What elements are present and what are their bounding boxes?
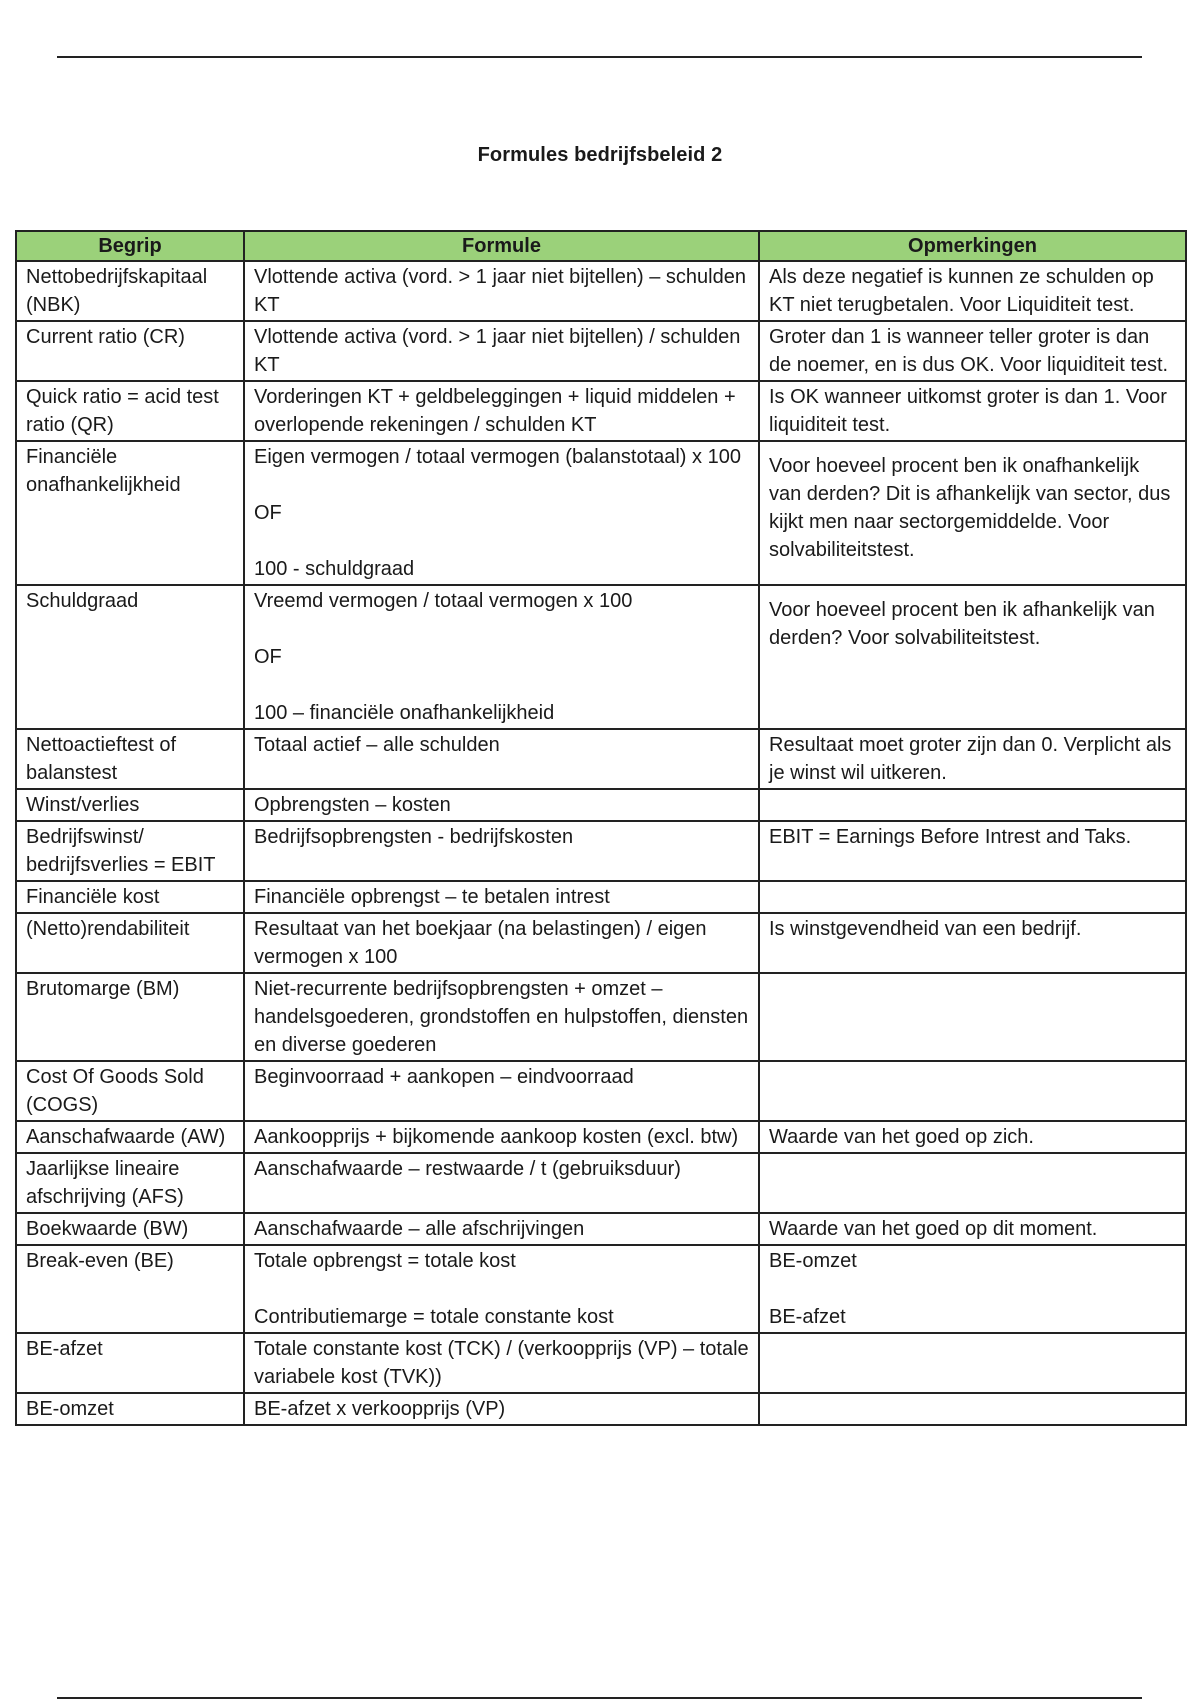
- cell-text: Current ratio (CR): [26, 326, 185, 348]
- document-title: Formules bedrijfsbeleid 2: [477, 144, 723, 166]
- cell-text: Aankoopprijs + bijkomende aankoop kosten (excl. btw): [254, 1126, 739, 1148]
- table-cell-opmerkingen: [759, 1213, 1186, 1245]
- table-cell-begrip: [16, 1333, 244, 1393]
- table-header-row: [16, 231, 1186, 261]
- cell-text: BE-afzet: [26, 1338, 103, 1360]
- cell-text: BE-omzet: [26, 1398, 114, 1420]
- table-cell-formule: [244, 789, 759, 821]
- cell-text: Aanschafwaarde – alle afschrijvingen: [254, 1218, 585, 1240]
- cell-text: Resultaat moet groter zijn dan 0. Verplicht als je winst wil uitkeren.: [769, 734, 1172, 784]
- cell-text: Financiële kost: [26, 886, 160, 908]
- table-cell-begrip: [16, 973, 244, 1061]
- cell-text: Nettobedrijfskapitaal (NBK): [26, 266, 208, 316]
- table-cell-formule: [244, 1121, 759, 1153]
- cell-text: Break-even (BE): [26, 1250, 174, 1272]
- column-header-formule: Formule: [244, 231, 759, 261]
- cell-text: Resultaat van het boekjaar (na belastingen) / eigen vermogen x 100: [254, 918, 707, 968]
- table-cell-begrip: [16, 381, 244, 441]
- table-cell-begrip: [16, 1061, 244, 1121]
- table-cell-begrip: [16, 789, 244, 821]
- table-cell-formule: [244, 973, 759, 1061]
- cell-text: Waarde van het goed op zich.: [769, 1126, 1034, 1148]
- cell-text: Totale opbrengst = totale kost Contributiemarge = totale constante kost: [254, 1250, 614, 1328]
- table-cell-formule: [244, 585, 759, 729]
- cell-text: Vorderingen KT + geldbeleggingen + liquid middelen + overlopende rekeningen / schulden KT: [254, 386, 736, 436]
- cell-text: EBIT = Earnings Before Intrest and Taks.: [769, 826, 1132, 848]
- table-cell-opmerkingen: [759, 261, 1186, 321]
- cell-text: Vreemd vermogen / totaal vermogen x 100 OF 100 – financiële onafhankelijkheid: [254, 590, 633, 724]
- table-cell-opmerkingen: [759, 585, 1186, 729]
- table-cell-opmerkingen: [759, 881, 1186, 913]
- cell-text: Totale constante kost (TCK) / (verkoopprijs (VP) – totale variabele kost (TVK)): [254, 1338, 749, 1388]
- table-row: [16, 1153, 1186, 1213]
- cell-text: BE-afzet x verkoopprijs (VP): [254, 1398, 506, 1420]
- cell-text: Cost Of Goods Sold (COGS): [26, 1066, 204, 1116]
- table-cell-opmerkingen: [759, 441, 1186, 585]
- table-row: [16, 913, 1186, 973]
- cell-text: (Netto)rendabiliteit: [26, 918, 190, 940]
- cell-text: Aanschafwaarde (AW): [26, 1126, 226, 1148]
- table-cell-begrip: [16, 821, 244, 881]
- table-cell-formule: [244, 1213, 759, 1245]
- table-cell-begrip: [16, 1213, 244, 1245]
- table-row: [16, 585, 1186, 729]
- table-cell-formule: [244, 881, 759, 913]
- cell-text: Vlottende activa (vord. > 1 jaar niet bijtellen) / schulden KT: [254, 326, 741, 376]
- cell-text: Jaarlijkse lineaire afschrijving (AFS): [26, 1158, 184, 1208]
- table-cell-formule: [244, 261, 759, 321]
- table-row: [16, 729, 1186, 789]
- table-cell-opmerkingen: [759, 973, 1186, 1061]
- cell-text: Beginvoorraad + aankopen – eindvoorraad: [254, 1066, 634, 1088]
- cell-text: Niet-recurrente bedrijfsopbrengsten + omzet – handelsgoederen, grondstoffen en hulpstoffen, diensten en diverse goederen: [254, 978, 749, 1056]
- cell-text: BE-omzet BE-afzet: [769, 1250, 857, 1328]
- table-row: [16, 881, 1186, 913]
- cell-text: Eigen vermogen / totaal vermogen (balanstotaal) x 100 OF 100 - schuldgraad: [254, 446, 741, 580]
- cell-text: Voor hoeveel procent ben ik afhankelijk van derden? Voor solvabiliteitstest.: [769, 599, 1155, 649]
- table-row: [16, 1333, 1186, 1393]
- cell-text: Boekwaarde (BW): [26, 1218, 189, 1240]
- table-cell-begrip: [16, 729, 244, 789]
- cell-text: Financiële opbrengst – te betalen intrest: [254, 886, 610, 908]
- table-row: [16, 321, 1186, 381]
- table-cell-begrip: [16, 1393, 244, 1425]
- formulas-table: [15, 230, 1187, 1426]
- cell-text: Waarde van het goed op dit moment.: [769, 1218, 1098, 1240]
- table-cell-opmerkingen: [759, 1393, 1186, 1425]
- table-row: [16, 789, 1186, 821]
- cell-text: Bedrijfsopbrengsten - bedrijfskosten: [254, 826, 574, 848]
- table-cell-opmerkingen: [759, 1245, 1186, 1333]
- table-cell-formule: [244, 1333, 759, 1393]
- cell-text: Schuldgraad: [26, 590, 139, 612]
- table-row: [16, 441, 1186, 585]
- table-cell-opmerkingen: [759, 1061, 1186, 1121]
- cell-text: Brutomarge (BM): [26, 978, 180, 1000]
- table-cell-opmerkingen: [759, 1121, 1186, 1153]
- cell-text: Aanschafwaarde – restwaarde / t (gebruiksduur): [254, 1158, 681, 1180]
- table-row: [16, 1121, 1186, 1153]
- cell-text: Financiële onafhankelijkheid: [26, 446, 181, 496]
- cell-text: Winst/verlies: [26, 794, 140, 816]
- table-cell-opmerkingen: [759, 381, 1186, 441]
- table-cell-opmerkingen: [759, 1333, 1186, 1393]
- cell-text: Voor hoeveel procent ben ik onafhankelijk van derden? Dit is afhankelijk van sector, dus kijkt men naar sectorgemiddelde. Voor solvabiliteitstest.: [769, 455, 1171, 561]
- table-cell-begrip: [16, 1153, 244, 1213]
- column-header-begrip: Begrip: [16, 231, 244, 261]
- table-cell-formule: [244, 1245, 759, 1333]
- table-cell-opmerkingen: [759, 1153, 1186, 1213]
- table-cell-formule: [244, 381, 759, 441]
- footer-rule: [57, 1697, 1142, 1699]
- cell-text: Groter dan 1 is wanneer teller groter is dan de noemer, en is dus OK. Voor liquiditeit test.: [769, 326, 1169, 376]
- table-cell-begrip: [16, 1121, 244, 1153]
- cell-text: Vlottende activa (vord. > 1 jaar niet bijtellen) – schulden KT: [254, 266, 746, 316]
- table-cell-begrip: [16, 441, 244, 585]
- table-cell-opmerkingen: [759, 789, 1186, 821]
- cell-text: Is winstgevendheid van een bedrijf.: [769, 918, 1082, 940]
- table-cell-formule: [244, 821, 759, 881]
- table-cell-begrip: [16, 261, 244, 321]
- table-row: [16, 1061, 1186, 1121]
- header-rule: [57, 56, 1142, 58]
- cell-text: Totaal actief – alle schulden: [254, 734, 500, 756]
- column-header-opmerkingen: Opmerkingen: [759, 231, 1186, 261]
- cell-text: Bedrijfswinst/ bedrijfsverlies = EBIT: [26, 826, 216, 876]
- table-cell-begrip: [16, 881, 244, 913]
- table-row: [16, 1393, 1186, 1425]
- table-cell-formule: [244, 913, 759, 973]
- table-cell-begrip: [16, 585, 244, 729]
- table-row: [16, 973, 1186, 1061]
- table-cell-formule: [244, 729, 759, 789]
- cell-text: Als deze negatief is kunnen ze schulden op KT niet terugbetalen. Voor Liquiditeit test.: [769, 266, 1154, 316]
- table-cell-formule: [244, 1393, 759, 1425]
- table-row: [16, 821, 1186, 881]
- table-cell-opmerkingen: [759, 729, 1186, 789]
- table-cell-formule: [244, 441, 759, 585]
- table-cell-formule: [244, 1061, 759, 1121]
- table-cell-begrip: [16, 321, 244, 381]
- cell-text: Nettoactieftest of balanstest: [26, 734, 177, 784]
- table-cell-formule: [244, 321, 759, 381]
- table-cell-begrip: [16, 913, 244, 973]
- table-cell-formule: [244, 1153, 759, 1213]
- cell-text: Is OK wanneer uitkomst groter is dan 1. Voor liquiditeit test.: [769, 386, 1167, 436]
- table-row: [16, 1213, 1186, 1245]
- table-row: [16, 381, 1186, 441]
- table-cell-opmerkingen: [759, 913, 1186, 973]
- table-cell-opmerkingen: [759, 821, 1186, 881]
- cell-text: Quick ratio = acid test ratio (QR): [26, 386, 219, 436]
- table-cell-begrip: [16, 1245, 244, 1333]
- cell-text: Opbrengsten – kosten: [254, 794, 451, 816]
- table-row: [16, 261, 1186, 321]
- table-cell-opmerkingen: [759, 321, 1186, 381]
- table-row: [16, 1245, 1186, 1333]
